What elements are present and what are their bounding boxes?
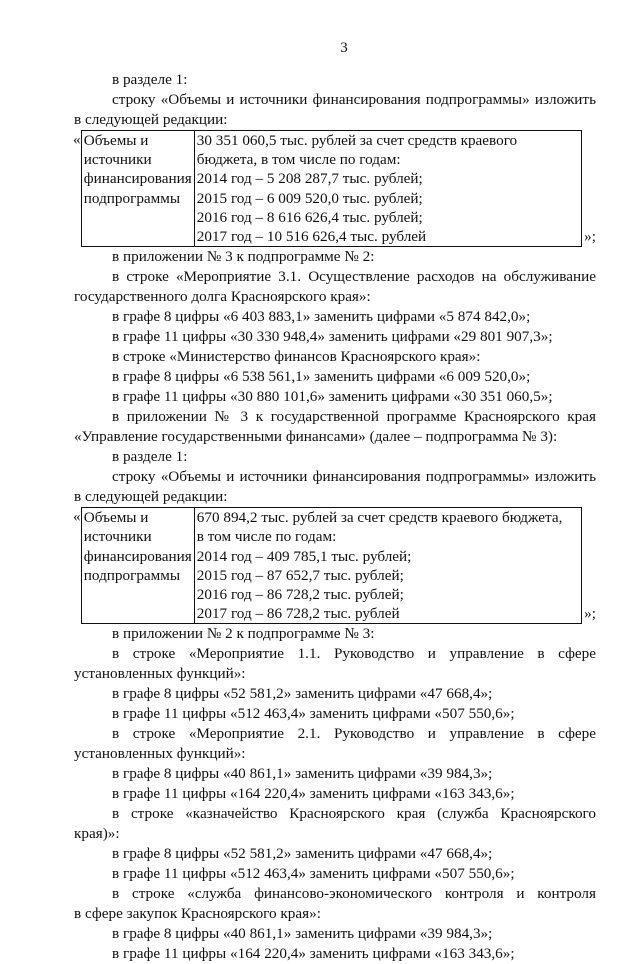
- label-line: подпрограммы: [83, 566, 181, 584]
- section-amendments-1: [74, 247, 596, 507]
- table-row: [81, 131, 581, 247]
- financing-table-2: [81, 507, 582, 624]
- text-line: в графе 11 цифры «30 330 948,4» заменить цифрами «29 801 907,3»;: [112, 328, 553, 346]
- text-line: государственного долга Красноярского края»:: [74, 288, 371, 306]
- text-line: в строке «Мероприятие 3.1. Осуществление расходов на обслуживание: [112, 268, 596, 286]
- section-amendments-2: [74, 624, 596, 964]
- text-line: в графе 8 цифры «52 581,2» заменить цифрами «47 668,4»;: [112, 845, 493, 863]
- text-line: в строке «казначейство Красноярского края (служба Красноярского: [112, 805, 596, 823]
- value-line: 2017 год – 10 516 626,4 тыс. рублей: [196, 228, 427, 246]
- text-line: в приложении № 2 к подпрограмме № 3:: [112, 625, 375, 643]
- text-line: края)»:: [74, 825, 120, 843]
- table-label-cell: [81, 508, 194, 624]
- text-line: в сфере закупок Красноярского края»:: [74, 905, 321, 923]
- close-quote: »;: [584, 605, 596, 623]
- text-line: установленных функций»:: [74, 745, 246, 763]
- text-line: в строке «Мероприятие 2.1. Руководство и управление в сфере: [112, 725, 596, 743]
- section-intro-1: [74, 70, 596, 130]
- page-number: 3: [340, 40, 348, 56]
- open-quote: «: [73, 508, 81, 526]
- label-line: источники: [83, 528, 152, 546]
- value-line: 2016 год – 8 616 626,4 тыс. рублей;: [196, 208, 423, 226]
- text-line: в приложении № 3 к государственной программе Красноярского края: [112, 408, 596, 426]
- text-line: в графе 11 цифры «512 463,4» заменить цифрами «507 550,6»;: [112, 865, 515, 883]
- text-line: в следующей редакции:: [74, 111, 228, 128]
- label-line: источники: [83, 151, 152, 169]
- text-line: строку «Объемы и источники финансирования подпрограммы» изложить: [112, 91, 596, 108]
- label-line: финансирования: [83, 170, 192, 188]
- financing-table-1: [81, 130, 582, 247]
- text-line: в разделе 1:: [112, 448, 188, 466]
- text-line: строку «Объемы и источники финансирования подпрограммы» изложить: [112, 468, 596, 486]
- text-line: в строке «служба финансово-экономического контроля и контроля: [112, 885, 596, 903]
- text-line: в графе 8 цифры «40 861,1» заменить цифрами «39 984,3»;: [112, 765, 493, 783]
- label-line: финансирования: [83, 547, 192, 565]
- table-row: [81, 508, 581, 624]
- text-line: в графе 11 цифры «30 880 101,6» заменить цифрами «30 351 060,5»;: [112, 388, 553, 406]
- financing-table-2-wrapper: [74, 507, 596, 624]
- value-line: бюджета, в том числе по годам:: [196, 151, 401, 169]
- value-line: 2014 год – 409 785,1 тыс. рублей;: [196, 547, 412, 565]
- value-line: 2015 год – 87 652,7 тыс. рублей;: [196, 566, 404, 584]
- table-value-cell: [194, 508, 581, 624]
- text-line: в графе 8 цифры «6 538 561,1» заменить цифрами «6 009 520,0»;: [112, 368, 531, 386]
- text-line: в разделе 1:: [112, 71, 188, 88]
- value-line: 30 351 060,5 тыс. рублей за счет средств краевого: [196, 132, 518, 149]
- financing-table-1-wrapper: [74, 130, 596, 247]
- text-line: «Управление государственными финансами» (далее – подпрограмма № 3):: [74, 428, 558, 446]
- value-line: 670 894,2 тыс. рублей за счет средств краевого бюджета,: [196, 509, 563, 527]
- text-line: в приложении № 3 к подпрограмме № 2:: [112, 248, 375, 266]
- label-line: Объемы и: [83, 132, 149, 149]
- label-line: Объемы и: [83, 509, 149, 527]
- table-label-cell: [81, 131, 194, 247]
- text-line: в графе 11 цифры «164 220,4» заменить цифрами «163 343,6»;: [112, 945, 515, 963]
- close-quote: »;: [584, 228, 596, 246]
- value-line: 2015 год – 6 009 520,0 тыс. рублей;: [196, 189, 423, 207]
- text-line: в графе 11 цифры «164 220,4» заменить цифрами «163 343,6»;: [112, 785, 515, 803]
- text-line: в строке «Министерство финансов Красноярского края»:: [112, 348, 481, 366]
- value-line: 2016 год – 86 728,2 тыс. рублей;: [196, 586, 404, 604]
- value-line: в том числе по годам:: [196, 528, 337, 546]
- text-line: установленных функций»:: [74, 665, 246, 683]
- text-line: в графе 8 цифры «40 861,1» заменить цифрами «39 984,3»;: [112, 925, 493, 943]
- text-line: в графе 11 цифры «512 463,4» заменить цифрами «507 550,6»;: [112, 705, 515, 723]
- table-value-cell: [194, 131, 581, 247]
- text-line: в графе 8 цифры «52 581,2» заменить цифрами «47 668,4»;: [112, 685, 493, 703]
- text-line: в следующей редакции:: [74, 488, 228, 506]
- open-quote: «: [73, 131, 81, 148]
- text-line: в строке «Мероприятие 1.1. Руководство и управление в сфере: [112, 645, 596, 663]
- text-line: в графе 8 цифры «6 403 883,1» заменить цифрами «5 874 842,0»;: [112, 308, 531, 326]
- value-line: 2014 год – 5 208 287,7 тыс. рублей;: [196, 170, 423, 188]
- label-line: подпрограммы: [83, 189, 181, 207]
- value-line: 2017 год – 86 728,2 тыс. рублей: [196, 605, 400, 623]
